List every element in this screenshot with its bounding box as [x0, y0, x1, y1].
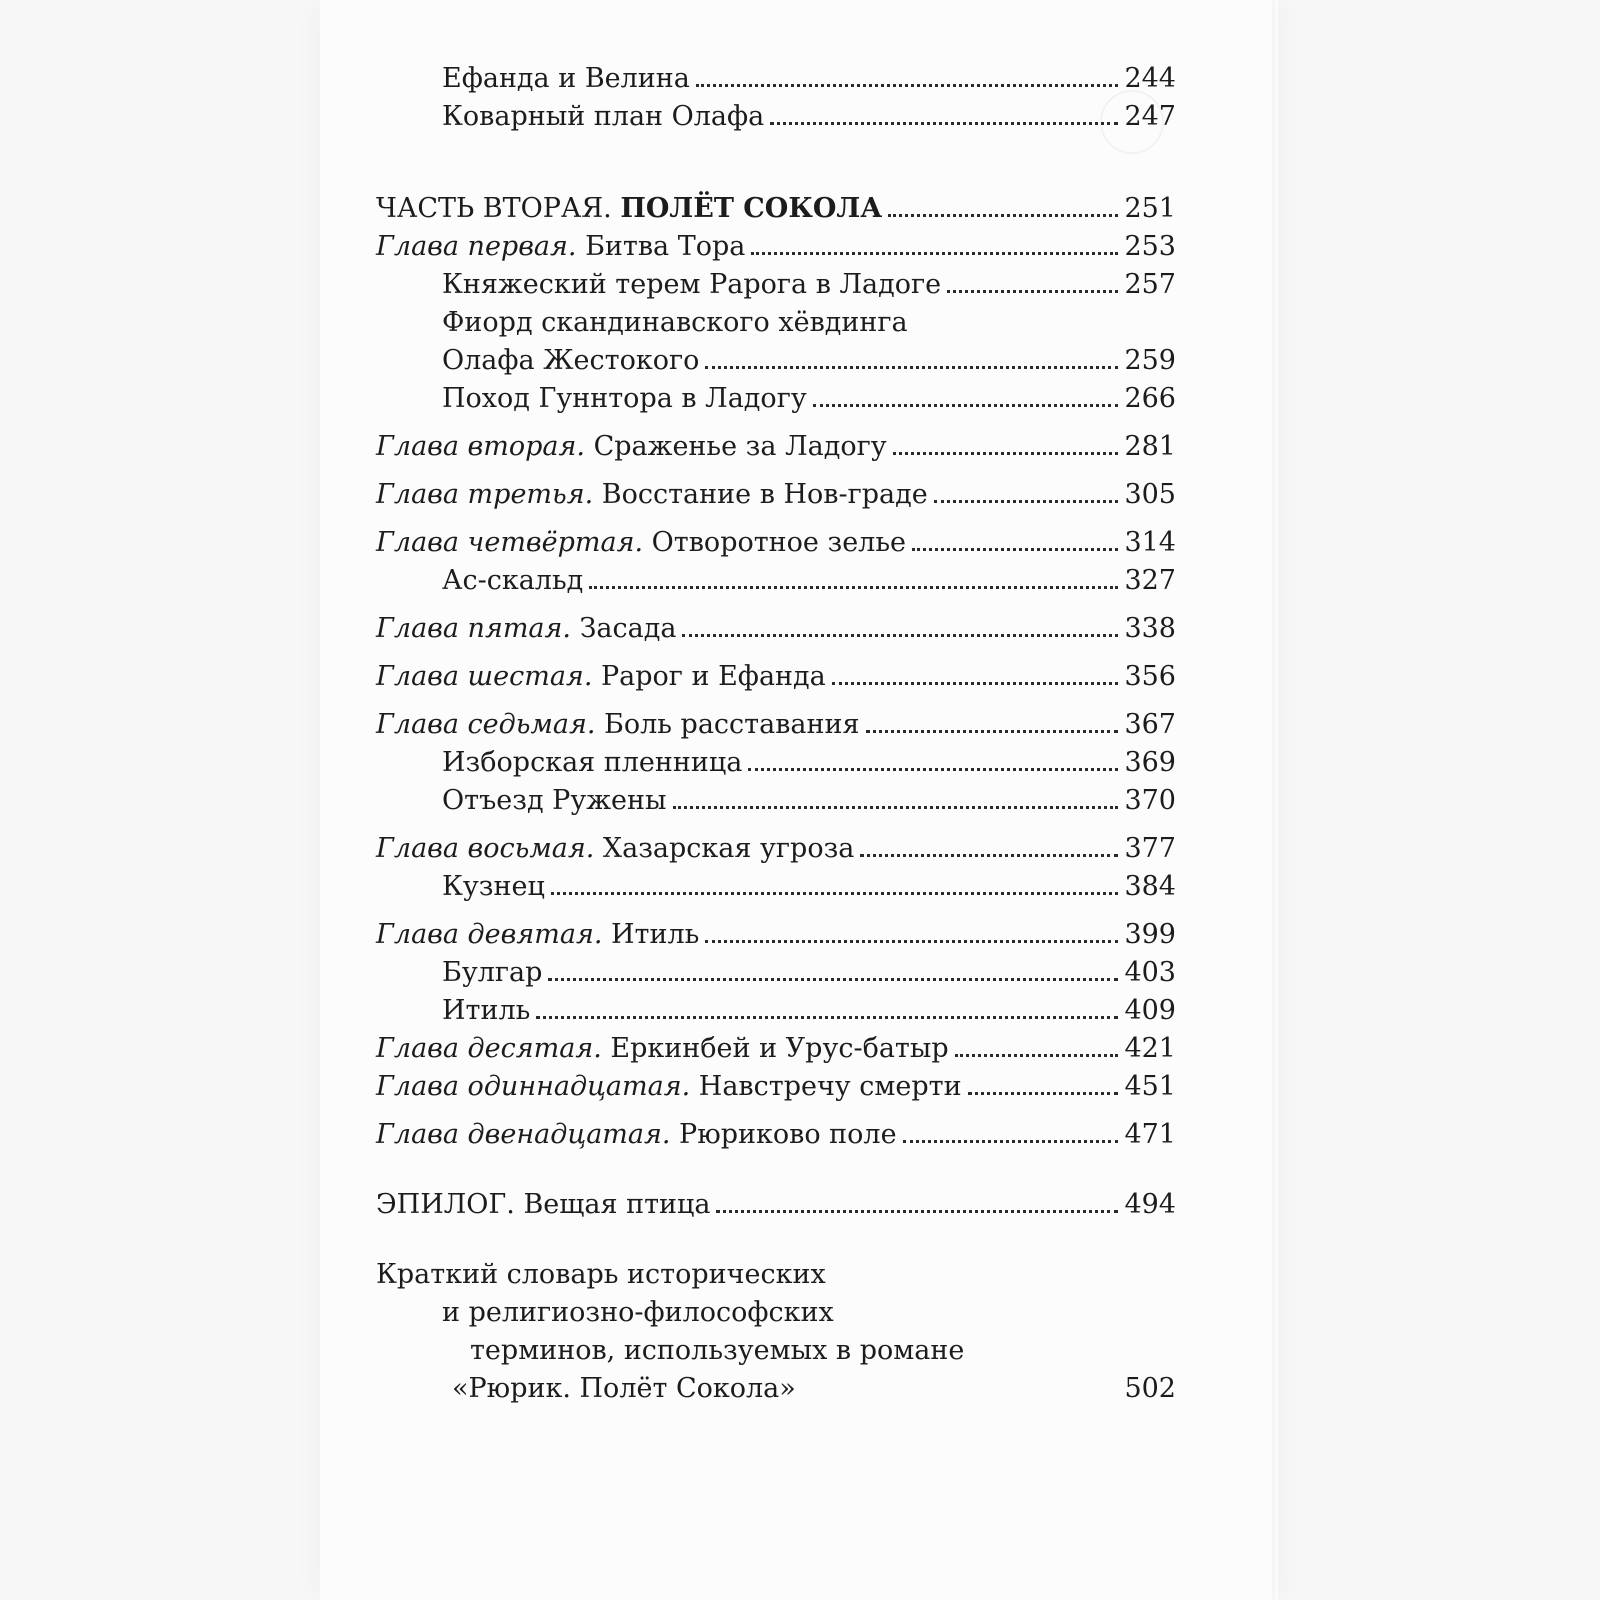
chapter-title: Рюриково поле	[670, 1119, 897, 1150]
dot-leader	[888, 214, 1118, 217]
toc-page-number: 399	[1124, 919, 1176, 950]
toc-entry-title: Поход Гуннтора в Ладогу	[442, 383, 807, 414]
chapter-prefix: Глава седьмая.	[376, 709, 596, 740]
toc-page-number: 244	[1124, 63, 1176, 94]
toc-entry-title: Изборская пленница	[442, 747, 743, 778]
toc-chapter	[376, 428, 1176, 466]
toc-chapter	[376, 830, 1176, 868]
toc-page-number: 305	[1124, 479, 1176, 510]
chapter-title: Засада	[571, 613, 677, 644]
toc-entry-title	[376, 428, 887, 466]
toc-entry-title	[376, 1030, 949, 1068]
toc-epilogue	[376, 1186, 1176, 1224]
chapter-prefix: Глава пятая.	[376, 613, 571, 644]
toc-page-number: 251	[1124, 193, 1176, 224]
toc-page-number: 451	[1124, 1071, 1176, 1102]
toc-entry-title	[376, 1068, 962, 1106]
toc-page-number: 247	[1124, 101, 1176, 132]
toc-chapter	[376, 610, 1176, 648]
dot-leader	[968, 1092, 1119, 1095]
chapter-prefix: Глава четвёртая.	[376, 527, 644, 558]
toc-page-number: 403	[1124, 957, 1176, 988]
toc-page-number: 338	[1124, 613, 1176, 644]
toc-entry	[376, 60, 1176, 98]
dot-leader	[589, 586, 1118, 589]
chapter-title: Боль расставания	[595, 709, 860, 740]
toc-chapter	[376, 524, 1176, 562]
chapter-prefix: Глава первая.	[376, 231, 577, 262]
toc-page-number: 266	[1124, 383, 1176, 414]
chapter-prefix: Глава двенадцатая.	[376, 1119, 671, 1150]
chapter-title: Битва Тора	[576, 231, 746, 262]
toc-entry-title	[376, 830, 854, 868]
dot-leader	[536, 1016, 1118, 1019]
toc-entry-title	[376, 610, 676, 648]
toc-page-number: 253	[1124, 231, 1176, 262]
toc-page-number: 356	[1124, 661, 1176, 692]
toc-entry-line: Фиорд скандинавского хёвдинга	[442, 307, 908, 338]
table-of-contents	[376, 60, 1176, 1408]
toc-chapter	[376, 658, 1176, 696]
book-page	[320, 0, 1278, 1600]
chapter-prefix: Глава одиннадцатая.	[376, 1071, 691, 1102]
toc-glossary-line: и религиозно-философских	[442, 1297, 834, 1328]
part-title: ПОЛЁТ СОКОЛА	[620, 193, 883, 224]
dot-leader	[813, 404, 1119, 407]
toc-chapter	[376, 1116, 1176, 1154]
chapter-prefix: Глава десятая.	[376, 1033, 602, 1064]
toc-entry	[376, 868, 1176, 906]
toc-entry-title: Олафа Жестокого	[442, 345, 700, 376]
toc-entry	[376, 744, 1176, 782]
toc-page-number: 369	[1124, 747, 1176, 778]
chapter-title: Сраженье за Ладогу	[584, 431, 887, 462]
chapter-title: Итиль	[602, 919, 700, 950]
part-prefix: ЧАСТЬ ВТОРАЯ.	[376, 193, 621, 224]
dot-leader	[903, 1140, 1119, 1143]
dot-leader	[832, 682, 1119, 685]
chapter-prefix: Глава восьмая.	[376, 833, 595, 864]
dot-leader	[673, 806, 1119, 809]
toc-chapter	[376, 916, 1176, 954]
toc-entry-title	[376, 476, 928, 514]
toc-part-heading	[376, 190, 1176, 228]
chapter-title: Хазарская угроза	[594, 833, 855, 864]
chapter-title: Рарог и Ефанда	[592, 661, 826, 692]
toc-entry	[376, 992, 1176, 1030]
dot-leader	[912, 548, 1118, 551]
dot-leader	[866, 730, 1119, 733]
dot-leader	[947, 290, 1118, 293]
toc-entry	[376, 380, 1176, 418]
toc-page-number: 471	[1124, 1119, 1176, 1150]
toc-page-number: 314	[1124, 527, 1176, 558]
toc-glossary-line: терминов, используемых в романе	[470, 1335, 965, 1366]
toc-page-number: 257	[1124, 269, 1176, 300]
toc-page-number: 259	[1124, 345, 1176, 376]
chapter-title: Еркинбей и Урус-батыр	[601, 1033, 949, 1064]
toc-entry-title: Коварный план Олафа	[442, 101, 765, 132]
toc-entry-title	[376, 190, 882, 228]
chapter-prefix: Глава шестая.	[376, 661, 593, 692]
toc-entry-title: Итиль	[442, 995, 531, 1026]
dot-leader	[893, 452, 1119, 455]
chapter-title: Восстание в Нов-граде	[593, 479, 928, 510]
toc-entry	[376, 98, 1176, 136]
toc-page-number: 370	[1124, 785, 1176, 816]
toc-entry-title	[376, 706, 860, 744]
toc-entry	[376, 954, 1176, 992]
toc-page-number: 377	[1124, 833, 1176, 864]
dot-leader	[860, 854, 1118, 857]
toc-entry-title	[376, 524, 906, 562]
toc-chapter	[376, 228, 1176, 266]
toc-entry-title	[376, 916, 699, 954]
toc-entry	[376, 782, 1176, 820]
dot-leader	[955, 1054, 1119, 1057]
toc-entry-title: Отъезд Ружены	[442, 785, 667, 816]
dot-leader	[705, 940, 1118, 943]
toc-entry-title: «Рюрик. Полёт Сокола»	[452, 1373, 796, 1404]
chapter-prefix: Глава вторая.	[376, 431, 585, 462]
toc-entry	[376, 266, 1176, 304]
toc-chapter	[376, 1030, 1176, 1068]
toc-page-number: 421	[1124, 1033, 1176, 1064]
dot-leader	[770, 122, 1118, 125]
toc-page-number: 494	[1124, 1189, 1176, 1220]
dot-leader	[705, 366, 1118, 369]
toc-entry-title: Кузнец	[442, 871, 545, 902]
toc-glossary	[376, 1370, 1176, 1408]
dot-leader	[934, 500, 1119, 503]
toc-entry-title: ЭПИЛОГ. Вещая птица	[376, 1189, 711, 1220]
toc-entry-title: Ефанда и Велина	[442, 63, 690, 94]
toc-page-number: 384	[1124, 871, 1176, 902]
toc-page-number: 502	[1124, 1373, 1176, 1404]
toc-entry-title: Ас-скальд	[442, 565, 584, 596]
toc-entry-title	[376, 1116, 897, 1154]
toc-page-number: 367	[1124, 709, 1176, 740]
toc-page-number: 327	[1124, 565, 1176, 596]
chapter-title: Отворотное зелье	[643, 527, 907, 558]
toc-page-number: 281	[1124, 431, 1176, 462]
chapter-title: Навстречу смерти	[690, 1071, 962, 1102]
toc-chapter	[376, 1068, 1176, 1106]
leader-space	[802, 1394, 1119, 1397]
toc-entry-title	[376, 658, 826, 696]
toc-glossary-line: Краткий словарь исторических	[376, 1259, 826, 1290]
chapter-prefix: Глава девятая.	[376, 919, 603, 950]
toc-chapter	[376, 476, 1176, 514]
page-edge	[1272, 0, 1278, 1600]
toc-entry	[376, 562, 1176, 600]
toc-entry-title: Княжеский терем Рарога в Ладоге	[442, 269, 942, 300]
toc-chapter	[376, 706, 1176, 744]
toc-entry-title	[376, 228, 745, 266]
dot-leader	[696, 84, 1119, 87]
dot-leader	[551, 892, 1119, 895]
toc-entry	[376, 342, 1176, 380]
toc-entry-title: Булгар	[442, 957, 543, 988]
toc-page-number: 409	[1124, 995, 1176, 1026]
dot-leader	[748, 768, 1118, 771]
dot-leader	[751, 252, 1118, 255]
dot-leader	[682, 634, 1118, 637]
chapter-prefix: Глава третья.	[376, 479, 594, 510]
dot-leader	[716, 1210, 1118, 1213]
dot-leader	[548, 978, 1118, 981]
